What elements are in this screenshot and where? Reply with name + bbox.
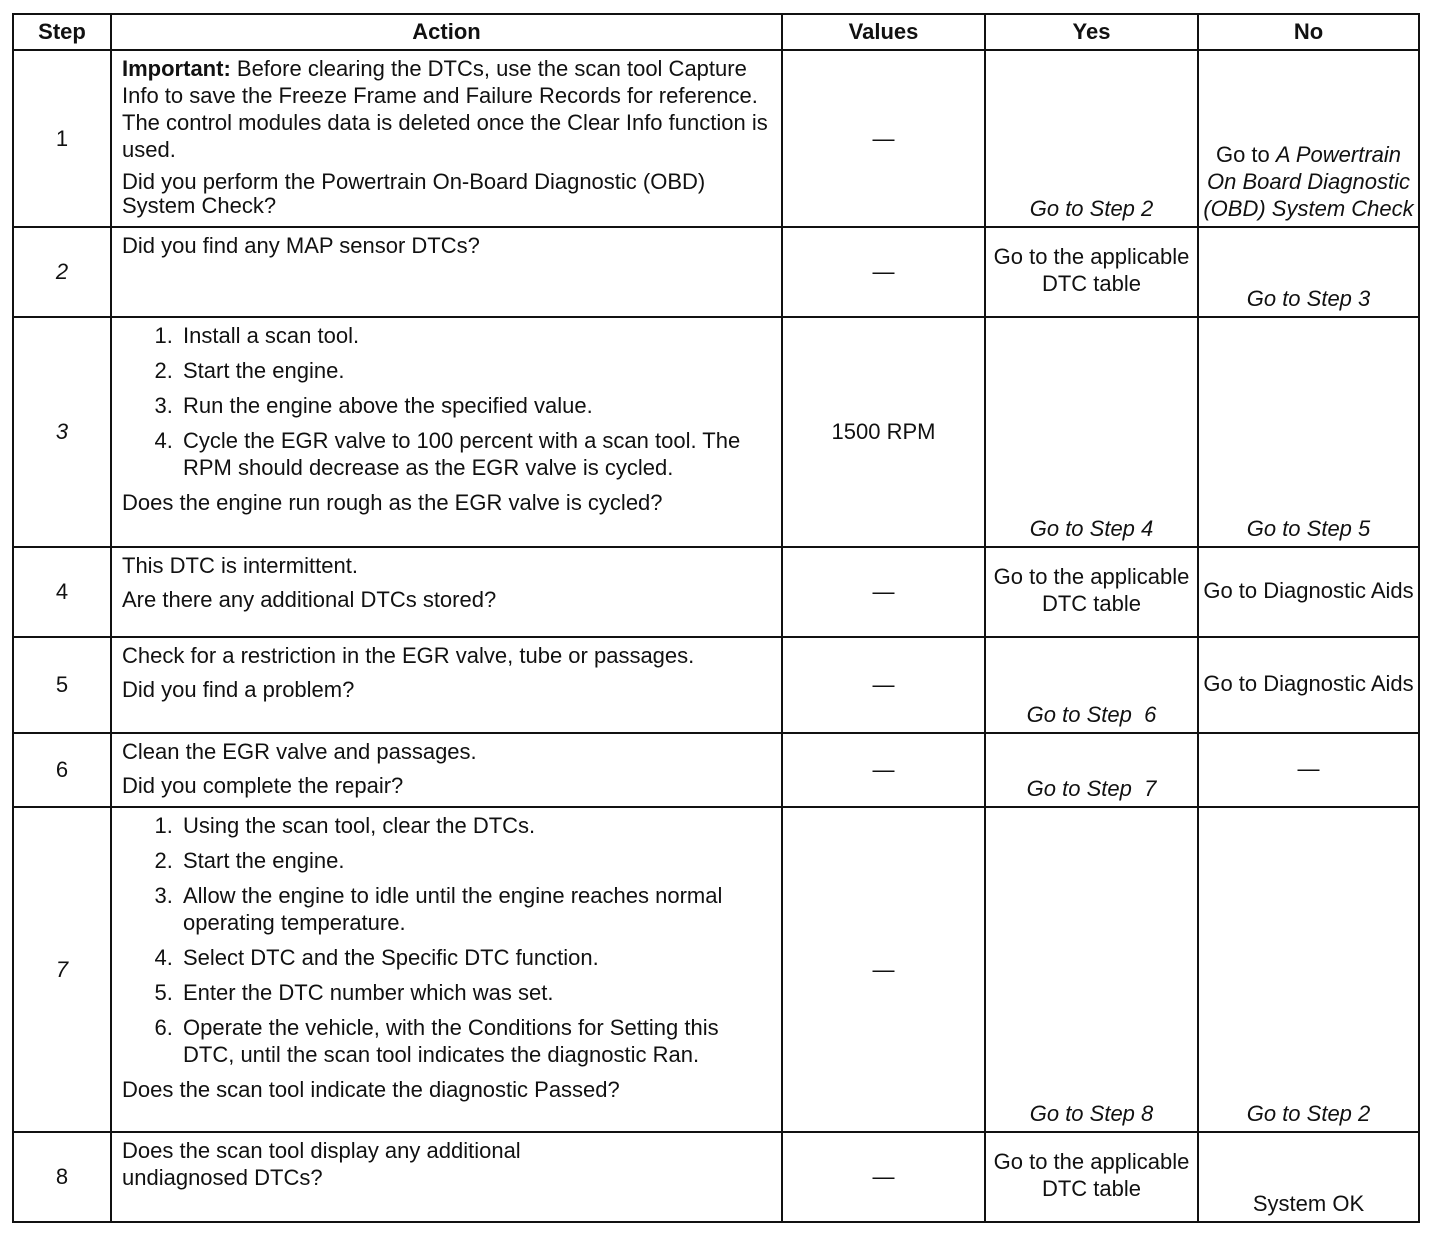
action-cell (111, 50, 782, 227)
action-question: Does the scan tool display any additional undiagnosed DTCs? (122, 1138, 521, 1190)
no-cell (1198, 1132, 1419, 1222)
table-row-step-3 (13, 317, 1419, 547)
yes-cell (985, 50, 1198, 227)
table-row-step-2 (13, 227, 1419, 317)
action-statement: Clean the EGR valve and passages. (122, 739, 477, 764)
table-row-step-4 (13, 547, 1419, 637)
action-question: Did you complete the repair? (122, 773, 404, 798)
header-row (13, 14, 1419, 50)
no-cell (1198, 317, 1419, 547)
value-cell: 1500 RPM (782, 317, 985, 547)
table-row-step-8 (13, 1132, 1419, 1222)
value-cell: — (782, 807, 985, 1132)
no-cell (1198, 637, 1419, 733)
list-item: 1. Using the scan tool, clear the DTCs. (179, 812, 771, 839)
value-cell: — (782, 50, 985, 227)
table-row-step-6 (13, 733, 1419, 807)
diagnostic-table (12, 13, 1420, 1223)
yes-cell (985, 733, 1198, 807)
header-yes: Yes (985, 14, 1198, 50)
table-row-step-5 (13, 637, 1419, 733)
header-step: Step (13, 14, 111, 50)
action-cell (111, 547, 782, 637)
action-question: Did you find a problem? (122, 677, 355, 702)
list-item: 6. Operate the vehicle, with the Conditions for Setting this DTC, until the scan tool indicates the diagnostic Ran. (179, 1014, 771, 1068)
action-statement: Check for a restriction in the EGR valve, tube or passages. (122, 643, 695, 668)
action-question: Does the engine run rough as the EGR valve is cycled? (122, 490, 663, 515)
yes-link[interactable]: Go to the applicable DTC table (993, 1149, 1190, 1201)
important-label: Important: (122, 56, 231, 81)
no-result: System OK (1252, 1191, 1365, 1216)
value-cell: — (782, 227, 985, 317)
yes-cell (985, 637, 1198, 733)
action-cell (111, 807, 782, 1132)
action-cell (111, 317, 782, 547)
no-cell (1198, 733, 1419, 807)
yes-cell (985, 317, 1198, 547)
action-steps (122, 812, 771, 1068)
action-question: Does the scan tool indicate the diagnostic Passed? (122, 1077, 620, 1102)
value-cell: — (782, 1132, 985, 1222)
list-item: 4. Select DTC and the Specific DTC function. (179, 944, 771, 971)
yes-link[interactable]: Go to the applicable DTC table (993, 244, 1190, 296)
yes-link[interactable]: Go to the applicable DTC table (993, 564, 1190, 616)
header-no: No (1198, 14, 1419, 50)
step-number: 7 (13, 807, 111, 1132)
table-row-step-1 (13, 50, 1419, 227)
header-action: Action (111, 14, 782, 50)
action-steps (122, 322, 771, 481)
yes-link[interactable]: Go to Step 6 (1026, 702, 1157, 727)
value-cell: — (782, 547, 985, 637)
no-cell (1198, 547, 1419, 637)
no-cell (1198, 227, 1419, 317)
step-number: 6 (13, 733, 111, 807)
step-number: 2 (13, 227, 111, 317)
yes-cell (985, 807, 1198, 1132)
no-cell (1198, 807, 1419, 1132)
no-link[interactable] (1203, 141, 1414, 222)
important-note (122, 55, 771, 163)
yes-cell (985, 547, 1198, 637)
action-cell (111, 733, 782, 807)
no-link-target: A Powertrain On Board Diagnostic (OBD) System Check (1203, 142, 1414, 221)
no-cell (1198, 50, 1419, 227)
no-value: — (1297, 755, 1320, 781)
step-number: 3 (13, 317, 111, 547)
yes-cell (985, 227, 1198, 317)
no-link[interactable]: Go to Step 5 (1246, 516, 1371, 541)
step-number: 1 (13, 50, 111, 227)
no-link[interactable]: Go to Diagnostic Aids (1203, 670, 1414, 696)
list-item: 3. Run the engine above the specified value. (179, 392, 771, 419)
list-item: 3. Allow the engine to idle until the engine reaches normal operating temperature. (179, 882, 771, 936)
table-row-step-7 (13, 807, 1419, 1132)
step-number: 5 (13, 637, 111, 733)
yes-link[interactable]: Go to Step 2 (1029, 196, 1154, 221)
value-cell: — (782, 637, 985, 733)
action-cell (111, 227, 782, 317)
action-question: Are there any additional DTCs stored? (122, 587, 497, 612)
action-cell (111, 1132, 782, 1222)
list-item: 4. Cycle the EGR valve to 100 percent with a scan tool. The RPM should decrease as the EGR valve is cycled. (179, 427, 771, 481)
action-cell (111, 637, 782, 733)
step-number: 8 (13, 1132, 111, 1222)
list-item: 2. Start the engine. (179, 847, 771, 874)
list-item: 5. Enter the DTC number which was set. (179, 979, 771, 1006)
yes-link[interactable]: Go to Step 8 (1029, 1101, 1154, 1126)
action-question: Did you perform the Powertrain On-Board Diagnostic (OBD) System Check? (122, 169, 706, 218)
no-link[interactable]: Go to Diagnostic Aids (1203, 577, 1414, 603)
step-number: 4 (13, 547, 111, 637)
action-statement: This DTC is intermittent. (122, 553, 358, 578)
list-item: 1. Install a scan tool. (179, 322, 771, 349)
header-values: Values (782, 14, 985, 50)
yes-cell (985, 1132, 1198, 1222)
no-link[interactable]: Go to Step 2 (1246, 1101, 1371, 1126)
action-question: Did you find any MAP sensor DTCs? (122, 233, 480, 258)
important-text: Before clearing the DTCs, use the scan tool Capture Info to save the Freeze Frame and Failure Records for reference. The control modules data is deleted once the Clear Info function is used. (122, 56, 768, 162)
no-link-prefix: Go to (1215, 142, 1270, 167)
list-item: 2. Start the engine. (179, 357, 771, 384)
yes-link[interactable]: Go to Step 7 (1026, 776, 1157, 801)
no-link[interactable]: Go to Step 3 (1246, 286, 1371, 311)
yes-link[interactable]: Go to Step 4 (1029, 516, 1154, 541)
value-cell: — (782, 733, 985, 807)
